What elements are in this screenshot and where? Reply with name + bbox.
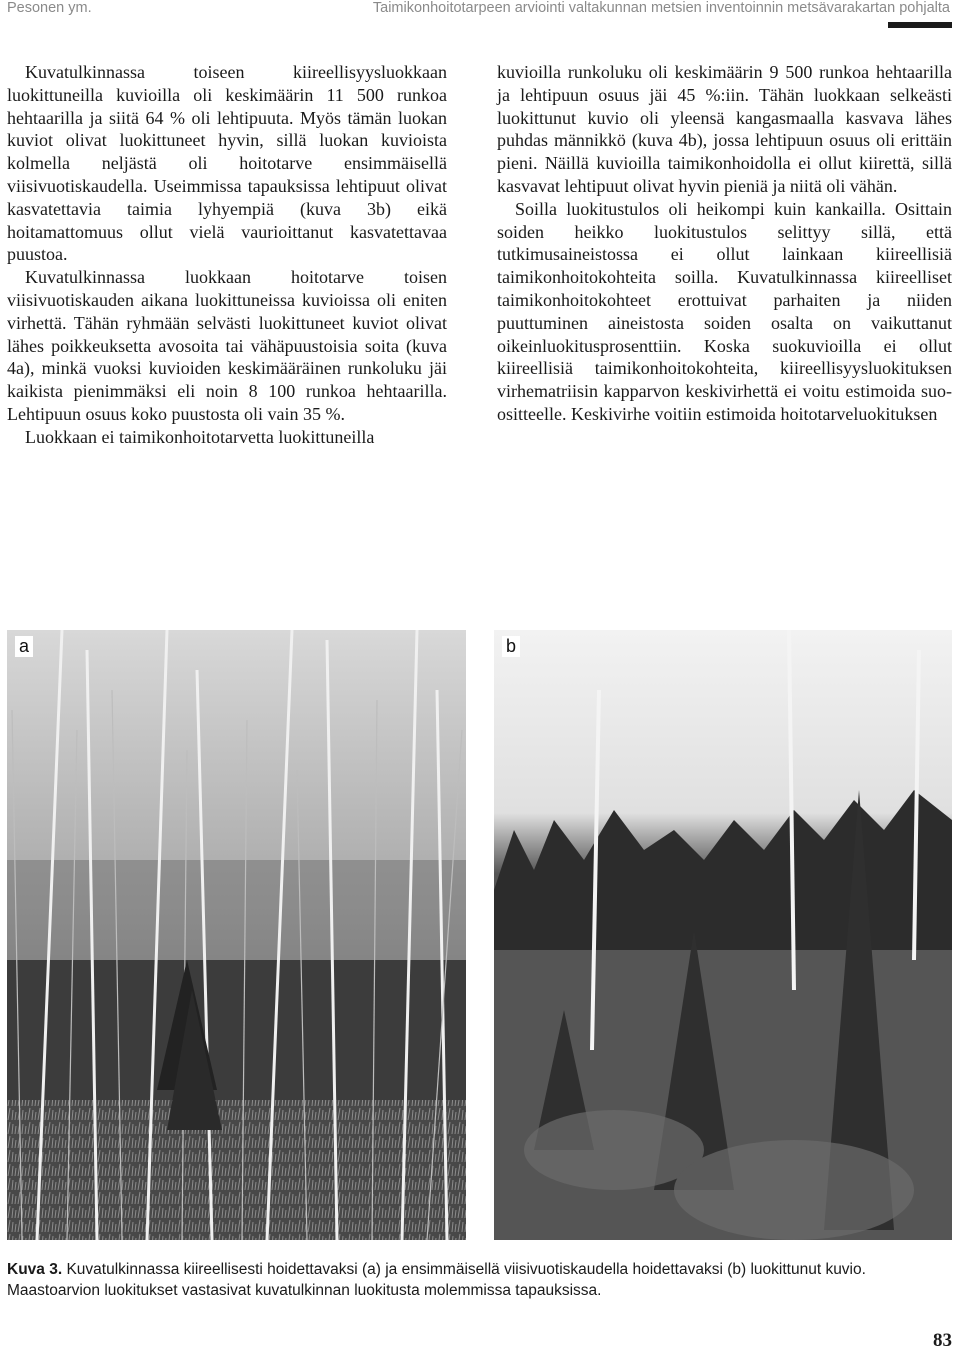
body-paragraph: kuvioilla runkoluku oli keskimäärin 9 500 runkoa hehtaarilla ja lehtipuun osuus jäi 45 %:iin. Tähän luokkaan selkeästi luokittunut kuvio oli yleensä kangasmaalla kasvava lähes puhdas männikkö (kuva 4b), jossa lehtipuun osuus oli erittäin pieni. Näillä kuvioilla taimikonhoidolla ei ollut kiirettä, sillä kasvavat lehtipuut olivat hyvin pieniä ja niitä oli vähän. bbox=[497, 62, 952, 196]
caption-label: Kuva 3. bbox=[7, 1261, 63, 1278]
caption-text: Kuvatulkinnassa kiireellisesti hoidettavaksi (a) ja ensimmäisellä viisivuotiskaudella hoidettavaksi (b) luokittunut kuvio. Maastoarvion luokitukset vastasivat kuvatulkinnan luokitusta molemmissa tapauksissa. bbox=[7, 1261, 866, 1299]
page-header bbox=[7, 0, 952, 20]
left-column bbox=[7, 61, 447, 449]
body-paragraph: Luokkaan ei taimikonhoitotarvetta luokittuneilla bbox=[25, 426, 375, 447]
header-rule bbox=[888, 22, 952, 28]
body-paragraph: Kuvatulkinnassa luokkaan hoitotarve toisen viisivuotiskauden aikana luokittuneissa kuvioissa oli eniten virhettä. Tähän ryhmään selvästi luokittuneet kuviot olivat lähes poikkeuksetta avosoita tai vähäpuustoisia soita (kuva 4a), minkä vuoksi kuvioiden keskimääräinen runkoluku jäi kaikista pienimmäksi eli noin 8 100 runkoa hehtaarilla. Lehtipuun osuus koko puustosta oli vain 35 %. bbox=[7, 267, 447, 424]
panel-label-a: a bbox=[15, 636, 33, 657]
body-paragraph: Kuvatulkinnassa toiseen kiireellisyysluokkaan luokittuneilla kuvioilla oli keskimäärin 11 500 runkoa hehtaarilla ja siitä 64 % oli lehtipuuta. Myös tämän luokan kuviot olivat luokittuneet hyvin, sillä luokan kuvioista kolmella neljästä oli hoitotarve ensimmäisellä viisivuotiskaudella. Useimmissa tapauksissa lehtipuut olivat kasvatettavia taimia lyhyempiä (kuva 3b) eikä hoitamattomuus ollut vielä vaurioittanut kasvatettavaa puustoa. bbox=[7, 62, 447, 265]
header-running-title: Taimikonhoitotarpeen arviointi valtakunnan metsien inventoinnin metsävarakartan pohjalta bbox=[372, 0, 950, 16]
forest-photo-a bbox=[7, 630, 466, 1240]
figure-photo-b bbox=[494, 630, 952, 1240]
figure-caption bbox=[7, 1259, 957, 1301]
right-column bbox=[497, 61, 952, 426]
page-number: 83 bbox=[933, 1330, 952, 1351]
body-paragraph: Soilla luokitustulos oli heikompi kuin kankailla. Osittain soiden heikko luokitustulos selittyy sillä, että tutkimusaineistossa ei ollut lainkaan kiireellisiä taimikonhoitokohteita soilla. Kuvatulkinnassa kiireelliset taimikonhoitokohteet erottuivat parhaiten ja niiden puuttuminen aineistosta soiden osalta on vaikuttanut oikeinluokitusprosenttiin. Koska suokuvioilla ei ollut kiireellisiä taimikonhoitokohteita, kiireellisyysluokituksen virhematriisin kapparvon keskivirhettä ei voitu estimoida suo-ositteelle. Keskivirhe voitiin estimoida hoitotarveluokituksen bbox=[497, 198, 952, 424]
header-author: Pesonen ym. bbox=[7, 0, 92, 16]
panel-label-b: b bbox=[502, 636, 520, 657]
forest-photo-b bbox=[494, 630, 952, 1240]
figure-photo-a bbox=[7, 630, 466, 1240]
